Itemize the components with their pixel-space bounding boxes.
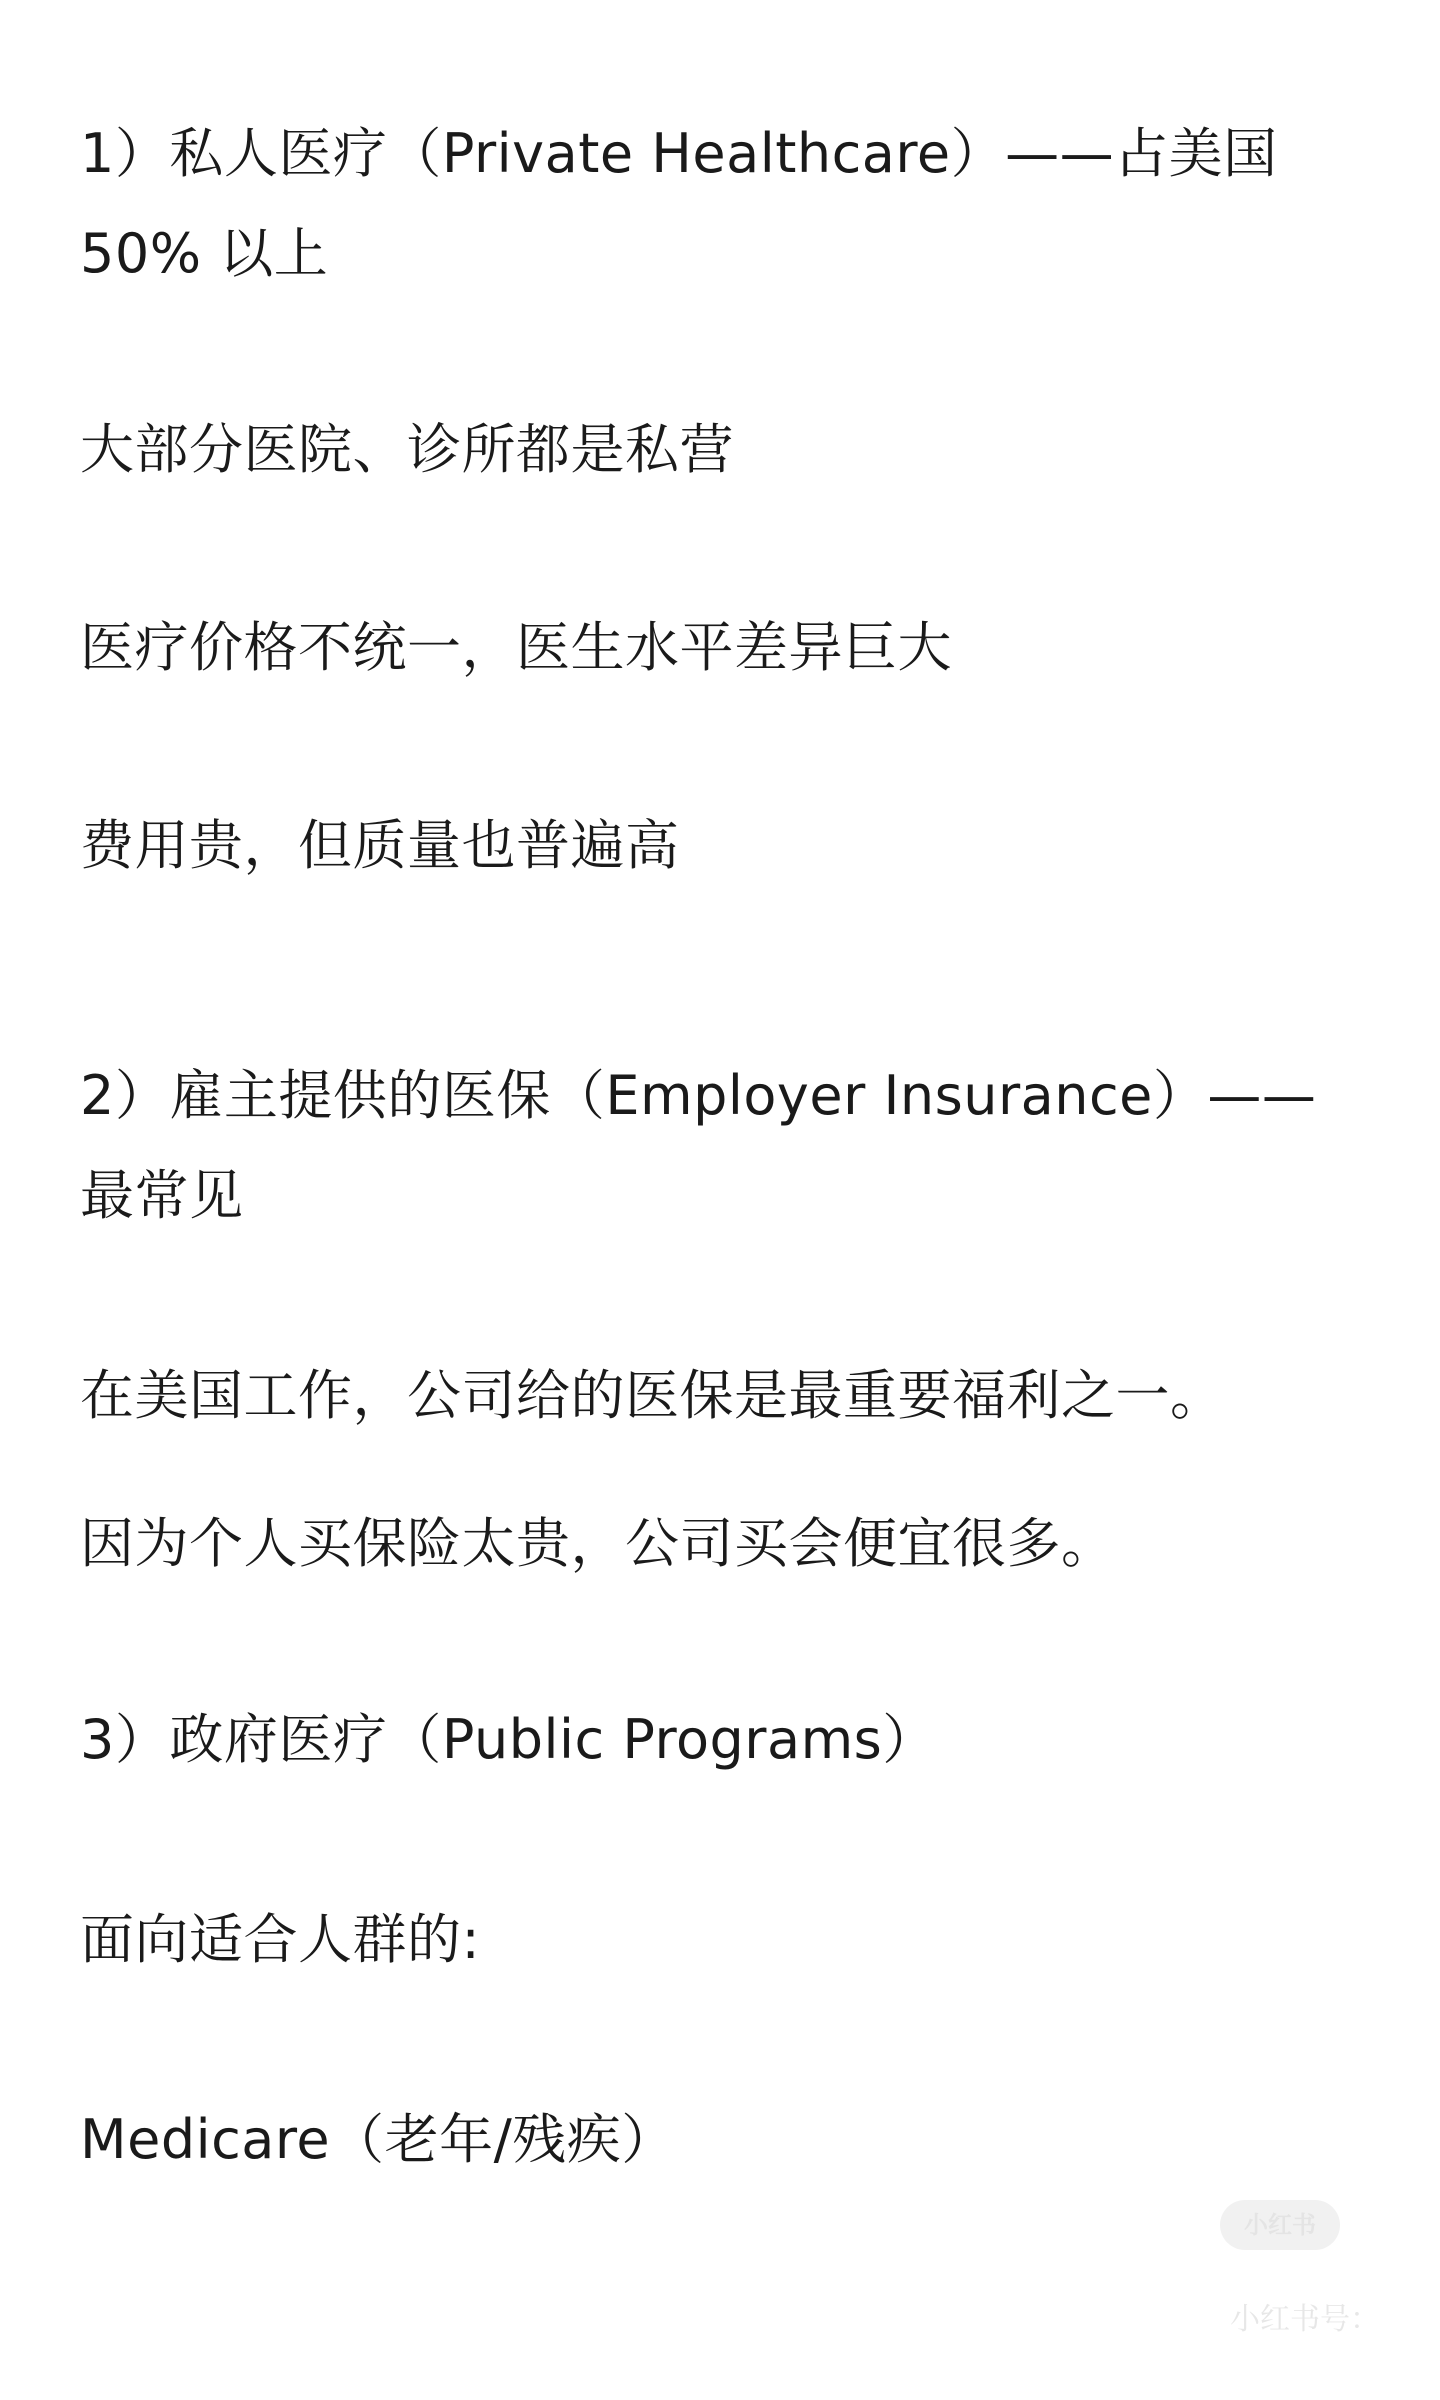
- paragraph-cost-quality: 费用贵，但质量也普遍高: [80, 814, 680, 877]
- watermark-badge: 小红书: [1220, 2200, 1340, 2250]
- heading-private-healthcare: 1）私人医疗（Private Healthcare）——占美国: [80, 122, 1278, 185]
- heading-employer-insurance: 2）雇主提供的医保（Employer Insurance）——: [80, 1064, 1317, 1127]
- paragraph-insurance-cost: 因为个人买保险太贵，公司买会便宜很多。: [80, 1512, 1116, 1575]
- paragraph-price-variance: 医疗价格不统一，医生水平差异巨大: [80, 616, 952, 679]
- paragraph-work-benefit: 在美国工作，公司给的医保是最重要福利之一。: [80, 1364, 1225, 1427]
- paragraph-target-groups: 面向适合人群的:: [80, 1908, 481, 1971]
- watermark-text: 小红书号：: [1230, 2302, 1380, 2337]
- heading-public-programs: 3）政府医疗（Public Programs）: [80, 1708, 937, 1771]
- watermark: [960, 2200, 1380, 2360]
- list-item-medicare: Medicare（老年/残疾）: [80, 2108, 676, 2171]
- paragraph-private-hospitals: 大部分医院、诊所都是私营: [80, 418, 734, 481]
- heading-private-healthcare-cont: 50% 以上: [80, 222, 329, 285]
- heading-employer-insurance-cont: 最常见: [80, 1164, 244, 1227]
